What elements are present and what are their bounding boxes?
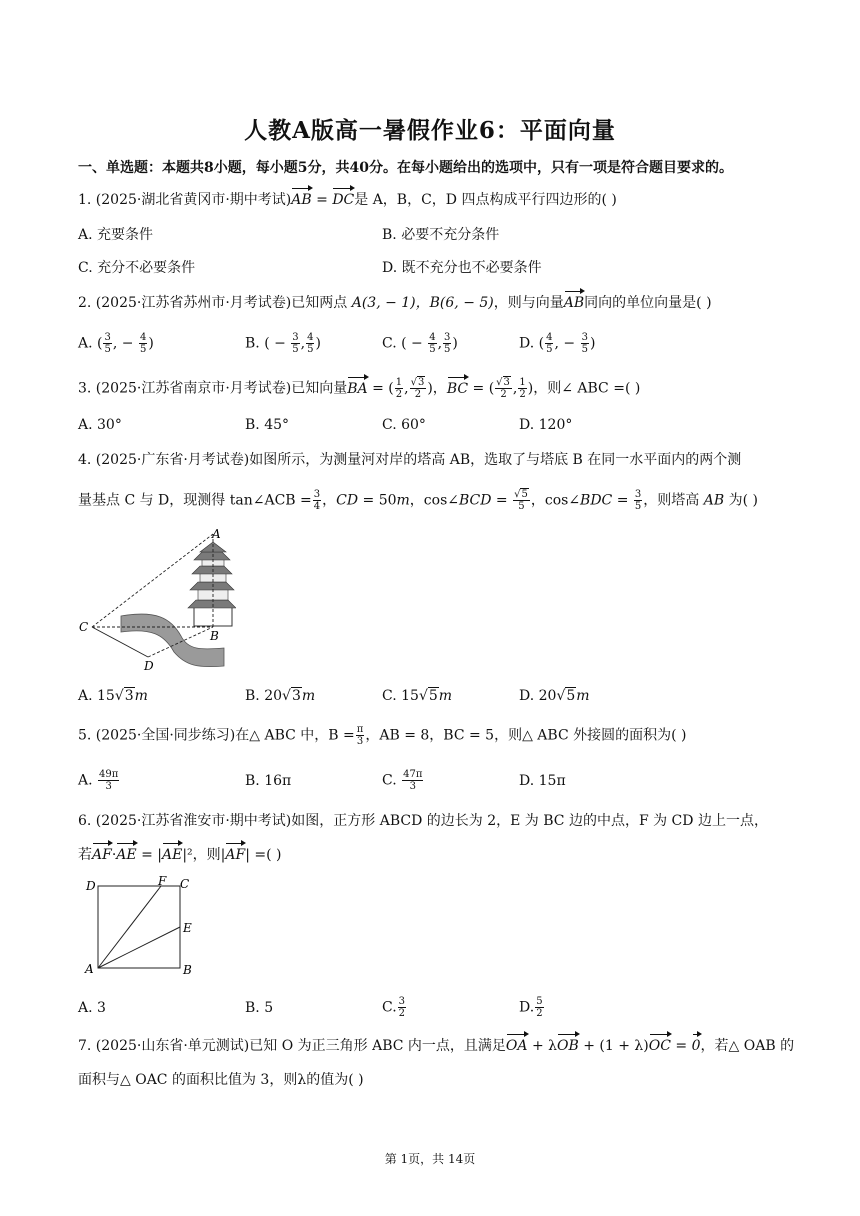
q3-suffix: ，则∠ ABC =( ) — [533, 380, 641, 397]
q1-suffix: 是 A，B，C，D 四点构成平行四边形的( ) — [354, 192, 617, 208]
question-3: 3. (2025·江苏省南京市·月考试卷)已知向量BA = ( $\frac{1}{2}$ , $\frac{√3}{2}$ )，BC = ( $\frac{√3}{2}$ , $\frac{1}{2}$ )，则∠ ABC =( ) — [78, 377, 641, 400]
q5-option-a-label: A. — [78, 772, 93, 789]
q6-option-c: C. $\frac{3}{2}$ — [382, 996, 406, 1019]
pagoda-icon — [188, 542, 236, 626]
q4-option-d: D. 20√5m — [519, 688, 590, 704]
river-shape — [121, 614, 224, 667]
q3-option-b: B. 45° — [245, 417, 290, 433]
q4-option-c-label: C. 15 — [382, 688, 419, 704]
q5-option-b: B. 16π — [245, 773, 292, 789]
question-7-line1: 7. (2025·山东省·单元测试)已知 O 为正三角形 ABC 内一点，且满足OA + λOB + (1 + λ)OC = 0，若△ OAB 的 — [78, 1038, 795, 1054]
q3-prefix: 3. (2025·江苏省南京市·月考试卷)已知向量 — [78, 380, 348, 397]
q2-suffix: 同向的单位向量是( ) — [584, 295, 712, 311]
q7-line1-prefix: 7. (2025·山东省·单元测试)已知 O 为正三角形 ABC 内一点，且满足 — [78, 1038, 506, 1054]
figure-label-c: C — [180, 877, 190, 891]
q5-option-c: C. $\frac{47\pi}{3}$ — [382, 769, 423, 792]
question-4-line1: 4. (2025·广东省·月考试卷)如图所示，为测量河对岸的塔高 AB，选取了与塔底 B 在同一水平面内的两个测 — [78, 452, 742, 468]
figure-label-d: D — [86, 879, 96, 893]
q6-line2-suffix: ，则 — [192, 847, 221, 863]
figure-label-a: A — [212, 528, 221, 541]
question-4-line2: 量基点 C 与 D，现测得 tan∠ACB = $\frac{3}{4}$ ，CD = 50m，cos∠BCD = $\frac{√5}{5}$ ，cos∠BDC = $\frac{3}{5}$ ，则塔高 AB 为( ) — [78, 489, 758, 512]
q4-option-a: A. 15√3m — [78, 688, 148, 704]
q4-option-b-label: B. 20 — [245, 688, 283, 704]
q5-prefix: 5. (2025·全国·同步练习)在△ ABC 中，B = — [78, 727, 355, 744]
figure-label-d: D — [144, 659, 154, 673]
q4-option-b: B. 20√3m — [245, 688, 316, 704]
q6-option-a: A. 3 — [78, 1000, 106, 1016]
figure-label-f: F — [158, 874, 167, 888]
q6-option-b: B. 5 — [245, 1000, 274, 1016]
q7-line1-suffix: ，若△ OAB 的 — [700, 1038, 795, 1054]
tower-figure — [76, 528, 236, 673]
page-title: 人教A版高一暑假作业6：平面向量 — [244, 117, 616, 144]
q1-option-b: B. 必要不充分条件 — [382, 227, 500, 243]
q6-line2-prefix: 若 — [78, 847, 92, 863]
q2-mid: ，则与向量 — [493, 295, 564, 311]
q1-prefix: 1. (2025·湖北省黄冈市·期中考试) — [78, 192, 292, 208]
square-figure — [84, 874, 199, 979]
q4-option-c: C. 15√5m — [382, 688, 453, 704]
q4-option-a-label: A. 15 — [78, 688, 115, 704]
question-7-line2: 面积与△ OAC 的面积比值为 3，则λ的值为( ) — [78, 1072, 364, 1088]
q2-option-a: A. ( $\frac{3}{5}$ , − $\frac{4}{5}$ ) — [78, 332, 154, 355]
q4-option-d-label: D. 20 — [519, 688, 557, 704]
q1-option-c: C. 充分不必要条件 — [78, 260, 196, 276]
q3-option-a: A. 30° — [78, 417, 122, 433]
figure-label-a: A — [85, 962, 94, 976]
q5-option-d: D. 15π — [519, 773, 566, 789]
figure-label-c: C — [79, 620, 89, 634]
figure-label-b: B — [210, 629, 219, 643]
q2-option-c: C. ( − $\frac{4}{5}$ , $\frac{3}{5}$ ) — [382, 332, 458, 355]
q3-option-d: D. 120° — [519, 417, 573, 433]
figure-label-e: E — [183, 921, 192, 935]
q5-option-a: A. $\frac{49\pi}{3}$ — [78, 769, 119, 792]
question-6-line1: 6. (2025·江苏省淮安市·期中考试)如图，正方形 ABCD 的边长为 2，E 为 BC 边的中点，F 为 CD 边上一点， — [78, 813, 768, 829]
q2-points: A(3, − 1)，B(6, − 5) — [351, 295, 494, 311]
q6-option-c-label: C. — [382, 999, 397, 1016]
page-footer: 第 1页，共 14页 — [384, 1152, 476, 1166]
question-2: 2. (2025·江苏省苏州市·月考试卷)已知两点 A(3, − 1)，B(6, − 5)，则与向量AB同向的单位向量是( ) — [78, 295, 712, 311]
q5-option-c-label: C. — [382, 772, 397, 789]
question-1: 1. (2025·湖北省黄冈市·期中考试)AB = DC是 A，B，C，D 四点构成平行四边形的( ) — [78, 192, 617, 208]
q2-option-b: B. ( − $\frac{3}{5}$ , $\frac{4}{5}$ ) — [245, 332, 321, 355]
q1-option-d: D. 既不充分也不必要条件 — [382, 260, 542, 276]
q5-suffix: ，AB = 8，BC = 5，则△ ABC 外接圆的面积为( ) — [365, 727, 687, 744]
q2-prefix: 2. (2025·江苏省苏州市·月考试卷)已知两点 — [78, 295, 348, 311]
q6-option-d: D. $\frac{5}{2}$ — [519, 996, 543, 1019]
section-heading: 一、单选题：本题共8小题，每小题5分，共40分。在每小题给出的选项中，只有一项是符合题目要求的。 — [78, 160, 733, 176]
q4-line2-prefix: 量基点 C 与 D，现测得 tan∠ACB = — [78, 492, 312, 509]
question-6-line2: 若AF·AE = |AE|²，则|AF| =( ) — [78, 847, 282, 863]
q1-option-a: A. 充要条件 — [78, 227, 154, 243]
question-5: 5. (2025·全国·同步练习)在△ ABC 中，B = $\frac{\pi}{3}$ ，AB = 8，BC = 5，则△ ABC 外接圆的面积为( ) — [78, 724, 687, 747]
figure-label-b: B — [183, 963, 192, 977]
q6-option-d-label: D. — [519, 999, 535, 1016]
q2-option-d: D. ( $\frac{4}{5}$ , − $\frac{3}{5}$ ) — [519, 332, 596, 355]
q3-option-c: C. 60° — [382, 417, 426, 433]
